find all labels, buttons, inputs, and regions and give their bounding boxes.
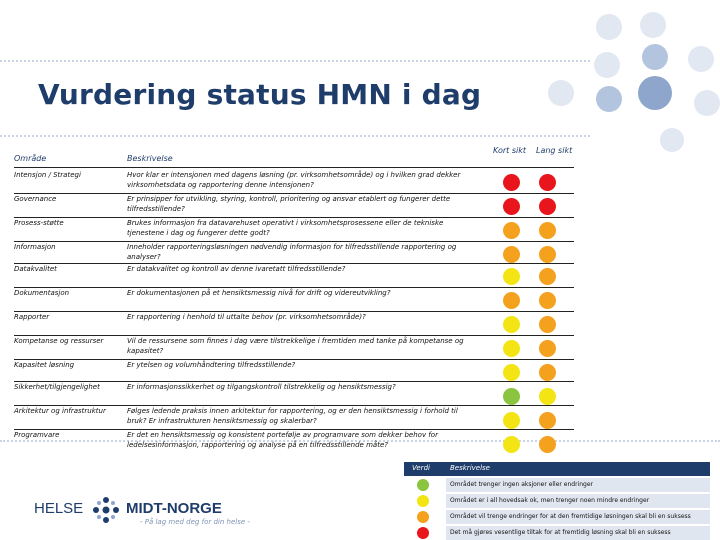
status-dot-short-term — [503, 222, 520, 239]
status-dot-long-term — [539, 388, 556, 405]
row-description: Inneholder rapporteringsløsningen nødvendig informasjon for tilfredsstillende rapportering og analyser? — [127, 243, 457, 261]
status-dot-long-term — [539, 222, 556, 239]
legend-item — [404, 510, 710, 524]
decor-circle — [594, 52, 620, 78]
row-description: Er ytelsen og volumhåndtering tilfredsstillende? — [127, 361, 296, 369]
row-description: Vil de ressursene som finnes i dag være tilstrekkelige i fremtiden med tanke på kompetanse og kapasitet? — [127, 337, 464, 355]
column-header-area: Område — [14, 154, 47, 163]
status-dot-long-term — [539, 364, 556, 381]
status-dot-short-term — [503, 388, 520, 405]
legend-swatch — [404, 526, 442, 540]
status-dot-long-term — [539, 412, 556, 429]
status-dot-long-term — [539, 268, 556, 285]
status-dot-long-term — [539, 340, 556, 357]
decor-circle — [694, 90, 720, 116]
decor-circle — [638, 76, 672, 110]
column-header-description: Beskrivelse — [127, 154, 173, 163]
row-description: Er prinsipper for utvikling, styring, kontroll, prioritering og ansvar etablert og fungerer dette tilfredsstillende? — [127, 195, 451, 213]
legend-dot — [417, 527, 429, 539]
row-description: Er rapportering i henhold til uttalte behov (pr. virksomhetsområde)? — [127, 313, 366, 321]
decor-circle — [640, 12, 666, 38]
legend-header — [404, 462, 710, 476]
legend-text: Området er i all hovedsak ok, men trenger noen mindre endringer — [446, 494, 710, 508]
status-dot-short-term — [503, 340, 520, 357]
legend-dot — [417, 479, 429, 491]
row-area: Kompetanse og ressurser — [14, 337, 104, 345]
status-dot-short-term — [503, 412, 520, 429]
row-description: Brukes informasjon fra datavarehuset operativt i virksomhetsprosessene eller de tekniske tjenestene i dag og fungerer dette godt? — [127, 219, 444, 237]
legend-text: Området trenger ingen aksjoner eller endringer — [446, 478, 710, 492]
status-dot-short-term — [503, 364, 520, 381]
status-dot-short-term — [503, 174, 520, 191]
status-dot-short-term — [503, 268, 520, 285]
logo-name-right: MIDT-NORGE — [126, 500, 222, 517]
status-dot-long-term — [539, 198, 556, 215]
decor-circle — [642, 44, 668, 70]
status-dot-short-term — [503, 292, 520, 309]
row-area: Prosess-støtte — [14, 219, 64, 227]
header-divider — [14, 167, 574, 168]
logo-name-left: HELSE — [34, 500, 84, 517]
column-header-long-term: Lang sikt — [536, 146, 573, 155]
decor-circle — [548, 80, 574, 106]
legend-item — [404, 526, 710, 540]
status-dot-long-term — [539, 316, 556, 333]
row-description: Er informasjonssikkerhet og tilgangskontroll tilstrekkelig og hensiktsmessig? — [127, 383, 396, 391]
legend-description-label: Beskrivelse — [450, 464, 490, 472]
row-description: Er datakvalitet og kontroll av denne ivaretatt tilfredsstillende? — [127, 265, 346, 273]
row-area: Intensjon / Strategi — [14, 171, 81, 179]
row-area: Datakvalitet — [14, 265, 57, 273]
legend-dot — [417, 495, 429, 507]
status-dot-long-term — [539, 246, 556, 263]
legend-swatch — [404, 478, 442, 492]
status-dot-short-term — [503, 436, 520, 453]
decor-dotted-line — [0, 60, 590, 62]
row-description: Er det en hensiktsmessig og konsistent portefølje av programvare som dekker behov for ledelsesinformasjon, rapportering og analyse på en tilfredsstillende måte? — [127, 431, 438, 449]
row-description: Er dokumentasjonen på et hensiktsmessig nivå for drift og videreutvikling? — [127, 289, 391, 297]
legend-value-label: Verdi — [412, 464, 430, 472]
legend-swatch — [404, 494, 442, 508]
row-area: Programvare — [14, 431, 60, 439]
helse-midt-norge-logo — [34, 494, 250, 534]
column-header-short-term: Kort sikt — [493, 146, 526, 155]
row-area: Governance — [14, 195, 57, 203]
legend-text: Det må gjøres vesentlige tiltak for at fremtidig løsning skal bli en suksess — [446, 526, 710, 540]
decor-circle — [660, 128, 684, 152]
legend-dot — [417, 511, 429, 523]
status-dot-long-term — [539, 292, 556, 309]
logo-tagline: - På lag med deg for din helse - — [140, 518, 250, 526]
decor-circle — [596, 86, 622, 112]
status-dot-long-term — [539, 436, 556, 453]
decor-circle — [596, 14, 622, 40]
status-dot-short-term — [503, 316, 520, 333]
row-description: Hvor klar er intensjonen med dagens løsning (pr. virksomhetsområde) og i hvilken grad dekker virksomhetsdata og rapportering denne intensjonen? — [127, 171, 461, 189]
legend-swatch — [404, 510, 442, 524]
row-area: Kapasitet løsning — [14, 361, 75, 369]
row-area: Arkitektur og infrastruktur — [14, 407, 106, 415]
row-area: Rapporter — [14, 313, 50, 321]
status-dot-long-term — [539, 174, 556, 191]
page-title: Vurdering status HMN i dag — [38, 78, 482, 111]
legend-text: Området vil trenge endringer for at den fremtidige løsningen skal bli en suksess — [446, 510, 710, 524]
decor-dotted-line — [0, 135, 590, 137]
status-dot-short-term — [503, 246, 520, 263]
row-area: Sikkerhet/tilgjengelighet — [14, 383, 100, 391]
logo-cross-icon — [92, 496, 120, 524]
status-dot-short-term — [503, 198, 520, 215]
row-area: Informasjon — [14, 243, 56, 251]
row-description: Følges ledende praksis innen arkitektur for rapportering, og er den hensiktsmessig i forhold til bruk? Er infrastrukturen hensiktsmessig og skalerbar? — [127, 407, 458, 425]
decor-circle — [688, 46, 714, 72]
legend-item — [404, 478, 710, 492]
row-area: Dokumentasjon — [14, 289, 70, 297]
legend-item — [404, 494, 710, 508]
